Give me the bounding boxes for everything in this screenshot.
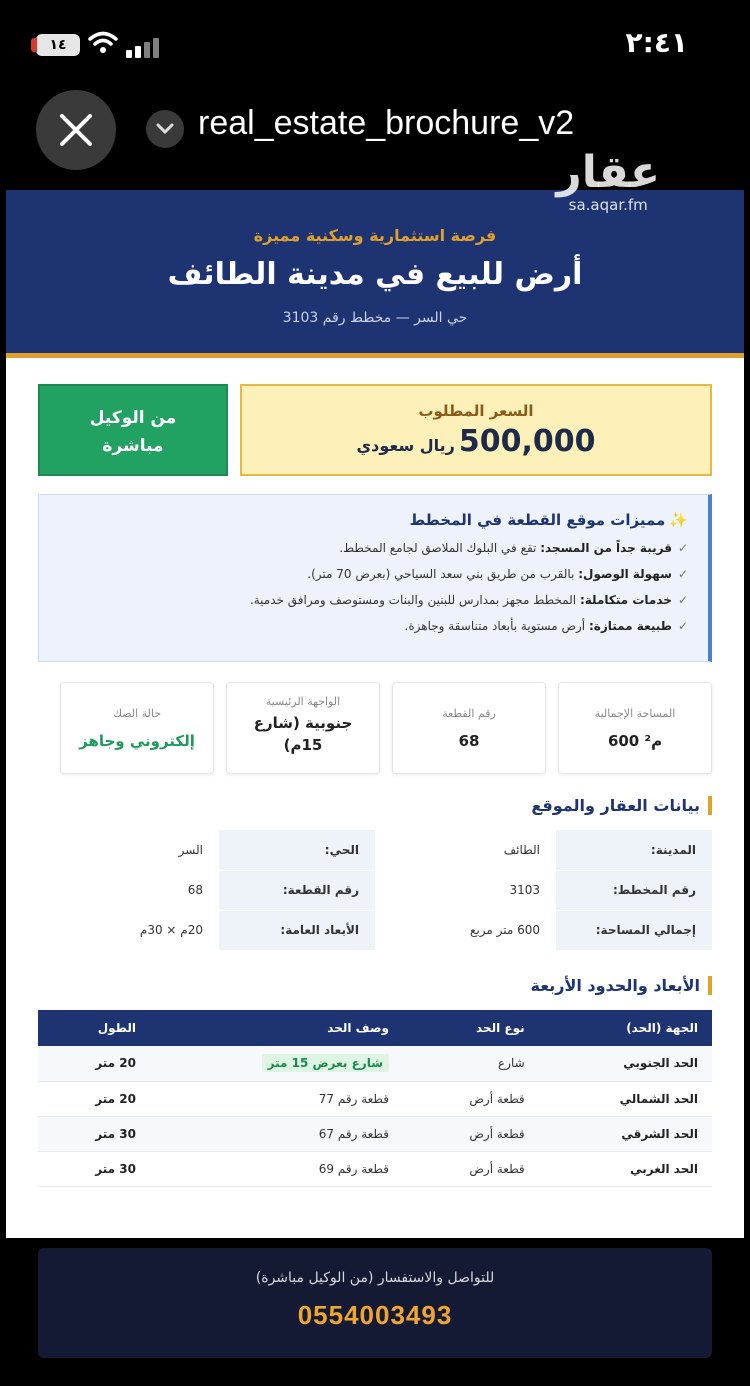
table-value: 68 [38, 870, 219, 910]
close-button[interactable] [36, 90, 116, 170]
stat-label: رقم القطعة [442, 707, 496, 720]
bounds-section-title: الأبعاد والحدود الأربعة [530, 976, 712, 995]
price-box [240, 384, 712, 476]
table-cell: 20 متر [38, 1081, 150, 1116]
features-box [38, 494, 712, 662]
table-cell: الحد الشرقي [539, 1116, 712, 1151]
table-cell: قطعة أرض [403, 1151, 539, 1186]
check-icon: ✓ [677, 541, 688, 555]
street-width-badge: شارع بعرض 15 متر [262, 1054, 389, 1072]
stat-label: حالة الصك [112, 707, 162, 720]
feature-text: أرض مستوية بأبعاد متناسقة وجاهزة. [404, 619, 586, 633]
table-cell: قطعة رقم 67 [150, 1116, 403, 1151]
table-cell: الحد الجنوبي [539, 1046, 712, 1081]
column-header: نوع الحد [403, 1010, 539, 1046]
watermark-logo: عقار [556, 147, 660, 198]
table-row [38, 870, 712, 910]
aqar-watermark [556, 147, 660, 214]
sparkles-icon: ✨ [669, 511, 688, 529]
features-title-text: مميزات موقع القطعة في المخطط [409, 511, 666, 529]
column-header: الطول [38, 1010, 150, 1046]
table-row [38, 830, 712, 870]
stat-value: 600 م² [607, 732, 663, 750]
table-key: رقم المخطط: [556, 870, 712, 910]
table-cell: الحد الغربي [539, 1151, 712, 1186]
features-title [59, 511, 688, 529]
wifi-icon [88, 30, 118, 56]
contact-label: للتواصل والاستفسار (من الوكيل مباشرة) [255, 1270, 495, 1286]
brochure-document [6, 190, 744, 1238]
file-title: real_estate_brochure_v2 [198, 104, 575, 142]
page-title: أرض للبيع في مدينة الطائف [167, 257, 583, 292]
table-cell: قطعة أرض [403, 1081, 539, 1116]
table-row [38, 1081, 712, 1116]
column-header: وصف الحد [150, 1010, 403, 1046]
feature-item [59, 561, 688, 587]
agent-line1: من الوكيل [89, 408, 177, 428]
table-value: السر [38, 830, 219, 870]
table-value: 600 متر مربع [375, 910, 556, 950]
stat-value: إلكتروني وجاهز [79, 732, 195, 750]
stats-row [58, 682, 712, 774]
price-label: السعر المطلوب [418, 402, 534, 420]
table-key: رقم القطعة: [219, 870, 375, 910]
feature-item [59, 587, 688, 613]
cellular-signal-icon [126, 38, 159, 58]
stat-label: المساحة الإجمالية [594, 707, 676, 720]
status-bar [0, 0, 750, 90]
table-key: إجمالي المساحة: [556, 910, 712, 950]
table-header-row [38, 1010, 712, 1046]
table-key: الحي: [219, 830, 375, 870]
feature-text: تقع في البلوك الملاصق لجامع المخطط. [339, 541, 537, 555]
agent-badge [38, 384, 228, 476]
price-row [38, 384, 712, 476]
status-time: ٢:٤١ [625, 26, 688, 59]
close-icon [58, 112, 94, 148]
table-row [38, 1151, 712, 1186]
price-amount: 500,000 [458, 424, 596, 459]
feature-bold: خدمات متكاملة: [579, 593, 672, 607]
features-list [59, 535, 688, 639]
price-currency: ريال سعودي [356, 436, 455, 455]
table-key: الأبعاد العامة: [219, 910, 375, 950]
banner-location: حي السر — مخطط رقم 3103 [282, 310, 468, 326]
table-value: 3103 [375, 870, 556, 910]
table-cell: شارع [403, 1046, 539, 1081]
table-row [38, 1116, 712, 1151]
feature-text: بالقرب من طريق بني سعد السياحي (بعرض 70 متر). [307, 567, 575, 581]
stat-value: 68 [458, 732, 480, 750]
table-cell: قطعة رقم 69 [150, 1151, 403, 1186]
table-cell: 30 متر [38, 1116, 150, 1151]
stat-deed-status [60, 682, 214, 774]
banner-subtitle: فرصة استثمارية وسكنية مميزة [253, 226, 497, 245]
stat-plot-number [392, 682, 546, 774]
table-row [38, 1046, 712, 1081]
table-cell: 20 متر [38, 1046, 150, 1081]
table-cell: قطعة رقم 77 [150, 1081, 403, 1116]
contact-card [38, 1248, 712, 1358]
info-section-title: بيانات العقار والموقع [531, 796, 712, 815]
watermark-url: sa.aqar.fm [568, 196, 648, 214]
property-info-table [38, 830, 712, 951]
stat-value: جنوبية (شارع 15م) [253, 714, 353, 754]
header-banner [6, 190, 744, 358]
column-header: الجهة (الحد) [539, 1010, 712, 1046]
feature-bold: سهولة الوصول: [578, 567, 672, 581]
table-cell [150, 1046, 403, 1081]
feature-bold: طبيعة ممتازة: [588, 619, 672, 633]
check-icon: ✓ [677, 593, 688, 607]
table-cell: الحد الشمالي [539, 1081, 712, 1116]
agent-line2: مباشرة [102, 436, 164, 456]
table-key: المدينة: [556, 830, 712, 870]
table-cell: 30 متر [38, 1151, 150, 1186]
stat-label: الواجهة الرئيسية [265, 695, 341, 708]
feature-item [59, 613, 688, 639]
chevron-down-icon [156, 123, 174, 135]
battery-icon: ١٤ [36, 34, 80, 56]
table-value: 20م × 30م [38, 910, 219, 950]
expand-button[interactable] [146, 110, 184, 148]
stat-total-area [558, 682, 712, 774]
feature-bold: قريبة جداً من المسجد: [540, 541, 672, 555]
check-icon: ✓ [677, 567, 688, 581]
stat-main-facade [226, 682, 380, 774]
check-icon: ✓ [677, 619, 688, 633]
table-cell: قطعة أرض [403, 1116, 539, 1151]
table-row [38, 910, 712, 950]
feature-item [59, 535, 688, 561]
table-value: الطائف [375, 830, 556, 870]
phone-number[interactable]: 0554003493 [297, 1300, 453, 1330]
price-value [242, 424, 710, 459]
boundaries-table [38, 1010, 712, 1187]
feature-text: المخطط مجهز بمدارس للبنين والبنات ومستوصف ومرافق خدمية. [249, 593, 577, 607]
